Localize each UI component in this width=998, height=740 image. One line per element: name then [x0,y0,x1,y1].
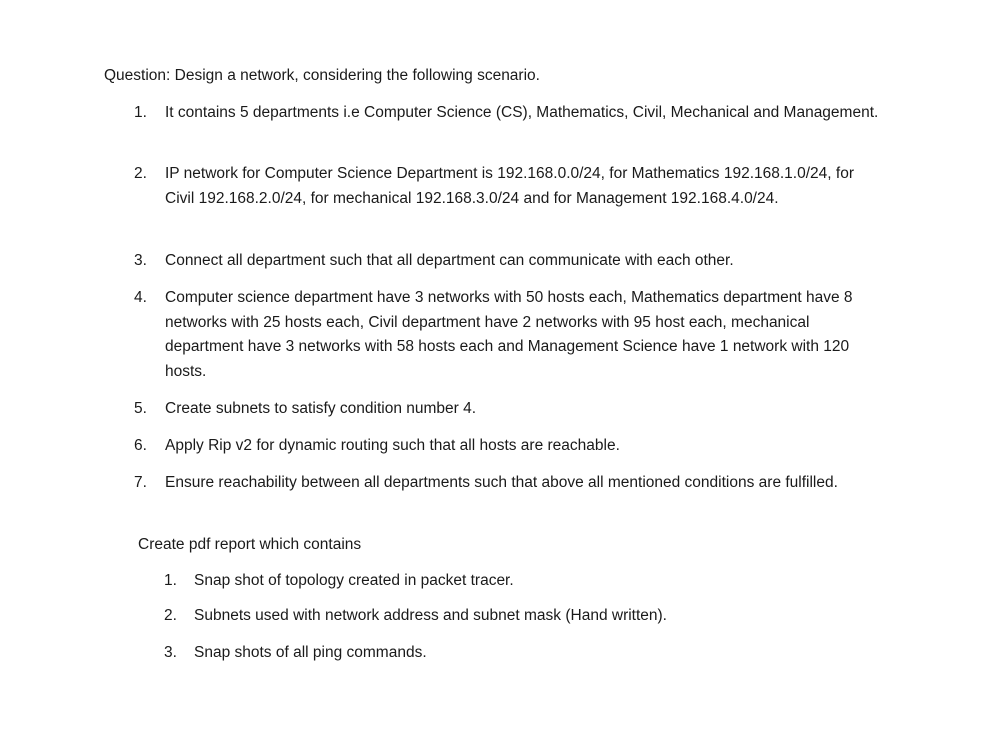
requirement-number: 3. [134,252,147,269]
report-number: 3. [164,644,177,661]
requirement-number: 2. [134,165,147,182]
requirement-text: It contains 5 departments i.e Computer Science (CS), Mathematics, Civil, Mechanical and Management. [165,104,879,121]
report-number: 2. [164,607,177,624]
requirement-text: Apply Rip v2 for dynamic routing such that all hosts are reachable. [165,437,620,454]
requirement-text: IP network for Computer Science Department is 192.168.0.0/24, for Mathematics 192.168.1.0/24, for Civil 192.168.2.0/24, for mechanical 192.168.3.0/24 and for Management 192.168.4.0/24. [165,165,854,207]
requirement-number: 5. [134,400,147,417]
requirement-number: 1. [134,104,147,121]
requirement-text: Connect all department such that all department can communicate with each other. [165,252,734,269]
report-title: Create pdf report which contains [138,536,362,553]
requirement-text: Computer science department have 3 networks with 50 hosts each, Mathematics department have 8 networks with 25 hosts each, Civil department have 2 networks with 95 host each, mechanical department have 3 networks with 58 hosts each and Management Science have 1 network with 120 hosts. [165,289,853,380]
report-text: Subnets used with network address and subnet mask (Hand written). [194,607,667,624]
requirement-number: 7. [134,474,147,491]
requirement-text: Create subnets to satisfy condition number 4. [165,400,477,417]
report-text: Snap shot of topology created in packet tracer. [194,572,514,589]
requirement-number: 4. [134,289,147,306]
requirement-number: 6. [134,437,147,454]
requirement-text: Ensure reachability between all departments such that above all mentioned conditions are fulfilled. [165,474,838,491]
report-text: Snap shots of all ping commands. [194,644,427,661]
question-title: Question: Design a network, considering the following scenario. [104,67,540,84]
report-number: 1. [164,572,177,589]
